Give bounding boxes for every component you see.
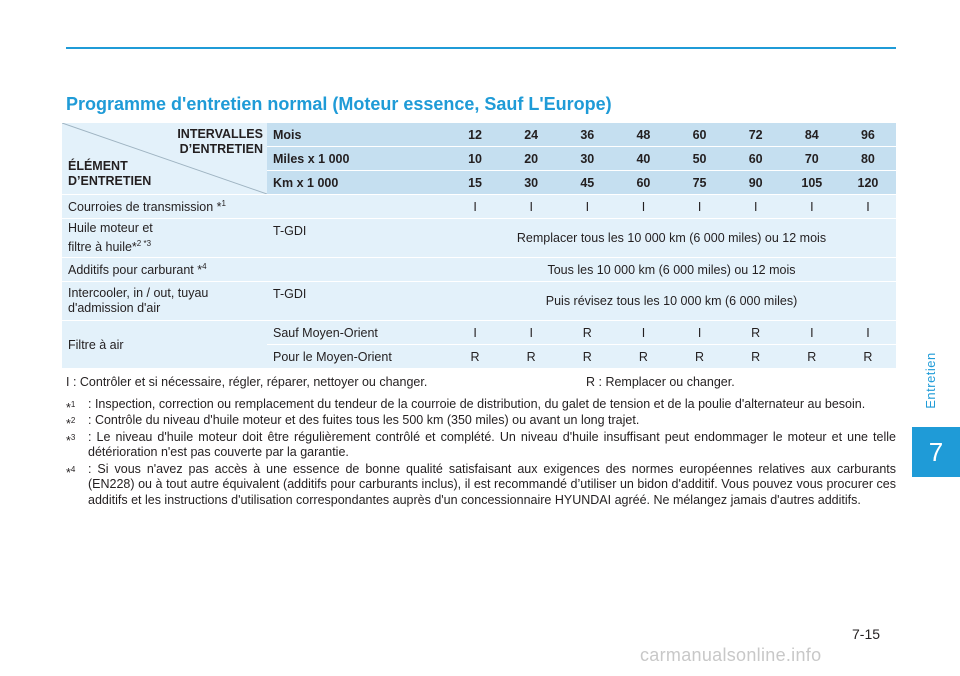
header-label: Mois: [267, 123, 447, 147]
header-cell: 60: [672, 123, 728, 147]
header-cell: 84: [784, 123, 840, 147]
schedule-cell: R: [784, 345, 840, 369]
sub-item-label: T-GDI: [267, 282, 447, 321]
header-cell: 90: [728, 171, 784, 195]
footnote-3: *$^3$ : Le niveau d'huile moteur doit être régulièrement contrôlé et complété. Un niveau d'huile insuffisant peut endommager le moteur et une telle détérioration n'est pas couverte par la garantie.: [66, 429, 896, 459]
header-cell: 36: [559, 123, 615, 147]
header-cell: 96: [840, 123, 896, 147]
header-cell: 80: [840, 147, 896, 171]
table-row-fuel-additive: [62, 258, 896, 282]
schedule-text: Tous les 10 000 km (6 000 miles) ou 12 mois: [447, 258, 896, 282]
schedule-cell: I: [447, 321, 503, 345]
table-row-belts: [62, 195, 896, 219]
schedule-cell: I: [503, 195, 559, 219]
footnote-2: *$^2$ : Contrôle du niveau d'huile moteur et des fuites tous les 500 km (350 miles) ou avant un long trajet.: [66, 413, 640, 432]
table-row-air-filter: [62, 321, 896, 345]
legend-inspect: I : Contrôler et si nécessaire, régler, réparer, nettoyer ou changer.: [66, 375, 428, 389]
header-cell: 50: [672, 147, 728, 171]
header-cell: 72: [728, 123, 784, 147]
schedule-cell: R: [728, 321, 784, 345]
header-cell: 20: [503, 147, 559, 171]
header-cell: 40: [615, 147, 671, 171]
header-cell: 15: [447, 171, 503, 195]
chapter-number-tab: 7: [912, 427, 960, 477]
schedule-cell: R: [447, 345, 503, 369]
header-cell: 120: [840, 171, 896, 195]
item-label: Courroies de transmission *$^1$: [62, 195, 447, 219]
page-title: Programme d'entretien normal (Moteur essence, Sauf L'Europe): [66, 94, 612, 114]
header-cell: 45: [559, 171, 615, 195]
header-cell: 60: [615, 171, 671, 195]
table-row-intercooler: [62, 282, 896, 321]
header-label: Km x 1 000: [267, 171, 447, 195]
schedule-cell: I: [559, 195, 615, 219]
chapter-side-title: Entretien: [922, 351, 938, 409]
watermark: carmanualsonline.info: [640, 645, 822, 665]
header-cell: 12: [447, 123, 503, 147]
corner-item-label: ÉLÉMENT D’ENTRETIEN: [68, 159, 152, 188]
schedule-cell: R: [615, 345, 671, 369]
schedule-cell: I: [672, 321, 728, 345]
item-label: Additifs pour carburant *$^4$: [62, 258, 447, 282]
schedule-text: Remplacer tous les 10 000 km (6 000 miles) ou 12 mois: [447, 219, 896, 258]
header-row-months: [62, 123, 896, 147]
item-label: Huile moteur et filtre à huile*$^{2 *3}$: [62, 219, 267, 258]
header-cell: 75: [672, 171, 728, 195]
header-cell: 30: [559, 147, 615, 171]
schedule-cell: R: [559, 321, 615, 345]
page-number: 7-15: [852, 626, 881, 642]
header-cell: 105: [784, 171, 840, 195]
schedule-cell: R: [503, 345, 559, 369]
schedule-cell: I: [784, 195, 840, 219]
table-row-engine-oil: [62, 219, 896, 258]
schedule-cell: I: [503, 321, 559, 345]
schedule-cell: I: [615, 195, 671, 219]
schedule-cell: I: [784, 321, 840, 345]
top-rule: [66, 47, 896, 49]
item-label: Intercooler, in / out, tuyau d'admission d'air: [62, 282, 267, 321]
legend-replace: R : Remplacer ou changer.: [586, 375, 735, 389]
schedule-cell: R: [559, 345, 615, 369]
schedule-cell: I: [447, 195, 503, 219]
corner-intervals-label: INTERVALLES D’ENTRETIEN: [177, 127, 263, 156]
schedule-cell: R: [728, 345, 784, 369]
schedule-cell: I: [840, 321, 896, 345]
schedule-cell: I: [840, 195, 896, 219]
header-cell: 24: [503, 123, 559, 147]
footnote-1: *$^1$ : Inspection, correction ou remplacement du tendeur de la courroie de distribution, du galet de tension et de la poulie d'alternateur au besoin.: [66, 396, 866, 415]
sub-item-label: Sauf Moyen-Orient: [267, 321, 447, 345]
maintenance-schedule-table: [62, 123, 896, 369]
schedule-cell: I: [672, 195, 728, 219]
header-cell: 30: [503, 171, 559, 195]
footnote-4: *$^4$ : Si vous n'avez pas accès à une essence de bonne qualité satisfaisant aux exigences des normes européennes relatives aux carburants (EN228) ou à tout autre équivalent (additifs pour carburants inclus), il est recommandé d’utiliser un bidon d'additif. Vous pouvez vous procurer ces additifs et les instructions d'utilisation correspondantes auprès d'un concessionnaire HYUNDAI agréé. Ne mélangez jamais d'autres additifs.: [66, 461, 896, 507]
schedule-cell: R: [840, 345, 896, 369]
item-label: Filtre à air: [62, 321, 267, 369]
schedule-cell: I: [615, 321, 671, 345]
schedule-cell: R: [672, 345, 728, 369]
schedule-text: Puis révisez tous les 10 000 km (6 000 miles): [447, 282, 896, 321]
sub-item-label: T-GDI: [267, 219, 447, 258]
header-cell: 70: [784, 147, 840, 171]
header-cell: 48: [615, 123, 671, 147]
sub-item-label: Pour le Moyen-Orient: [267, 345, 447, 369]
footnotes: [66, 375, 896, 509]
header-cell: 60: [728, 147, 784, 171]
header-cell: 10: [447, 147, 503, 171]
header-label: Miles x 1 000: [267, 147, 447, 171]
schedule-cell: I: [728, 195, 784, 219]
legend: [66, 375, 896, 391]
table-corner-cell: [62, 123, 267, 195]
